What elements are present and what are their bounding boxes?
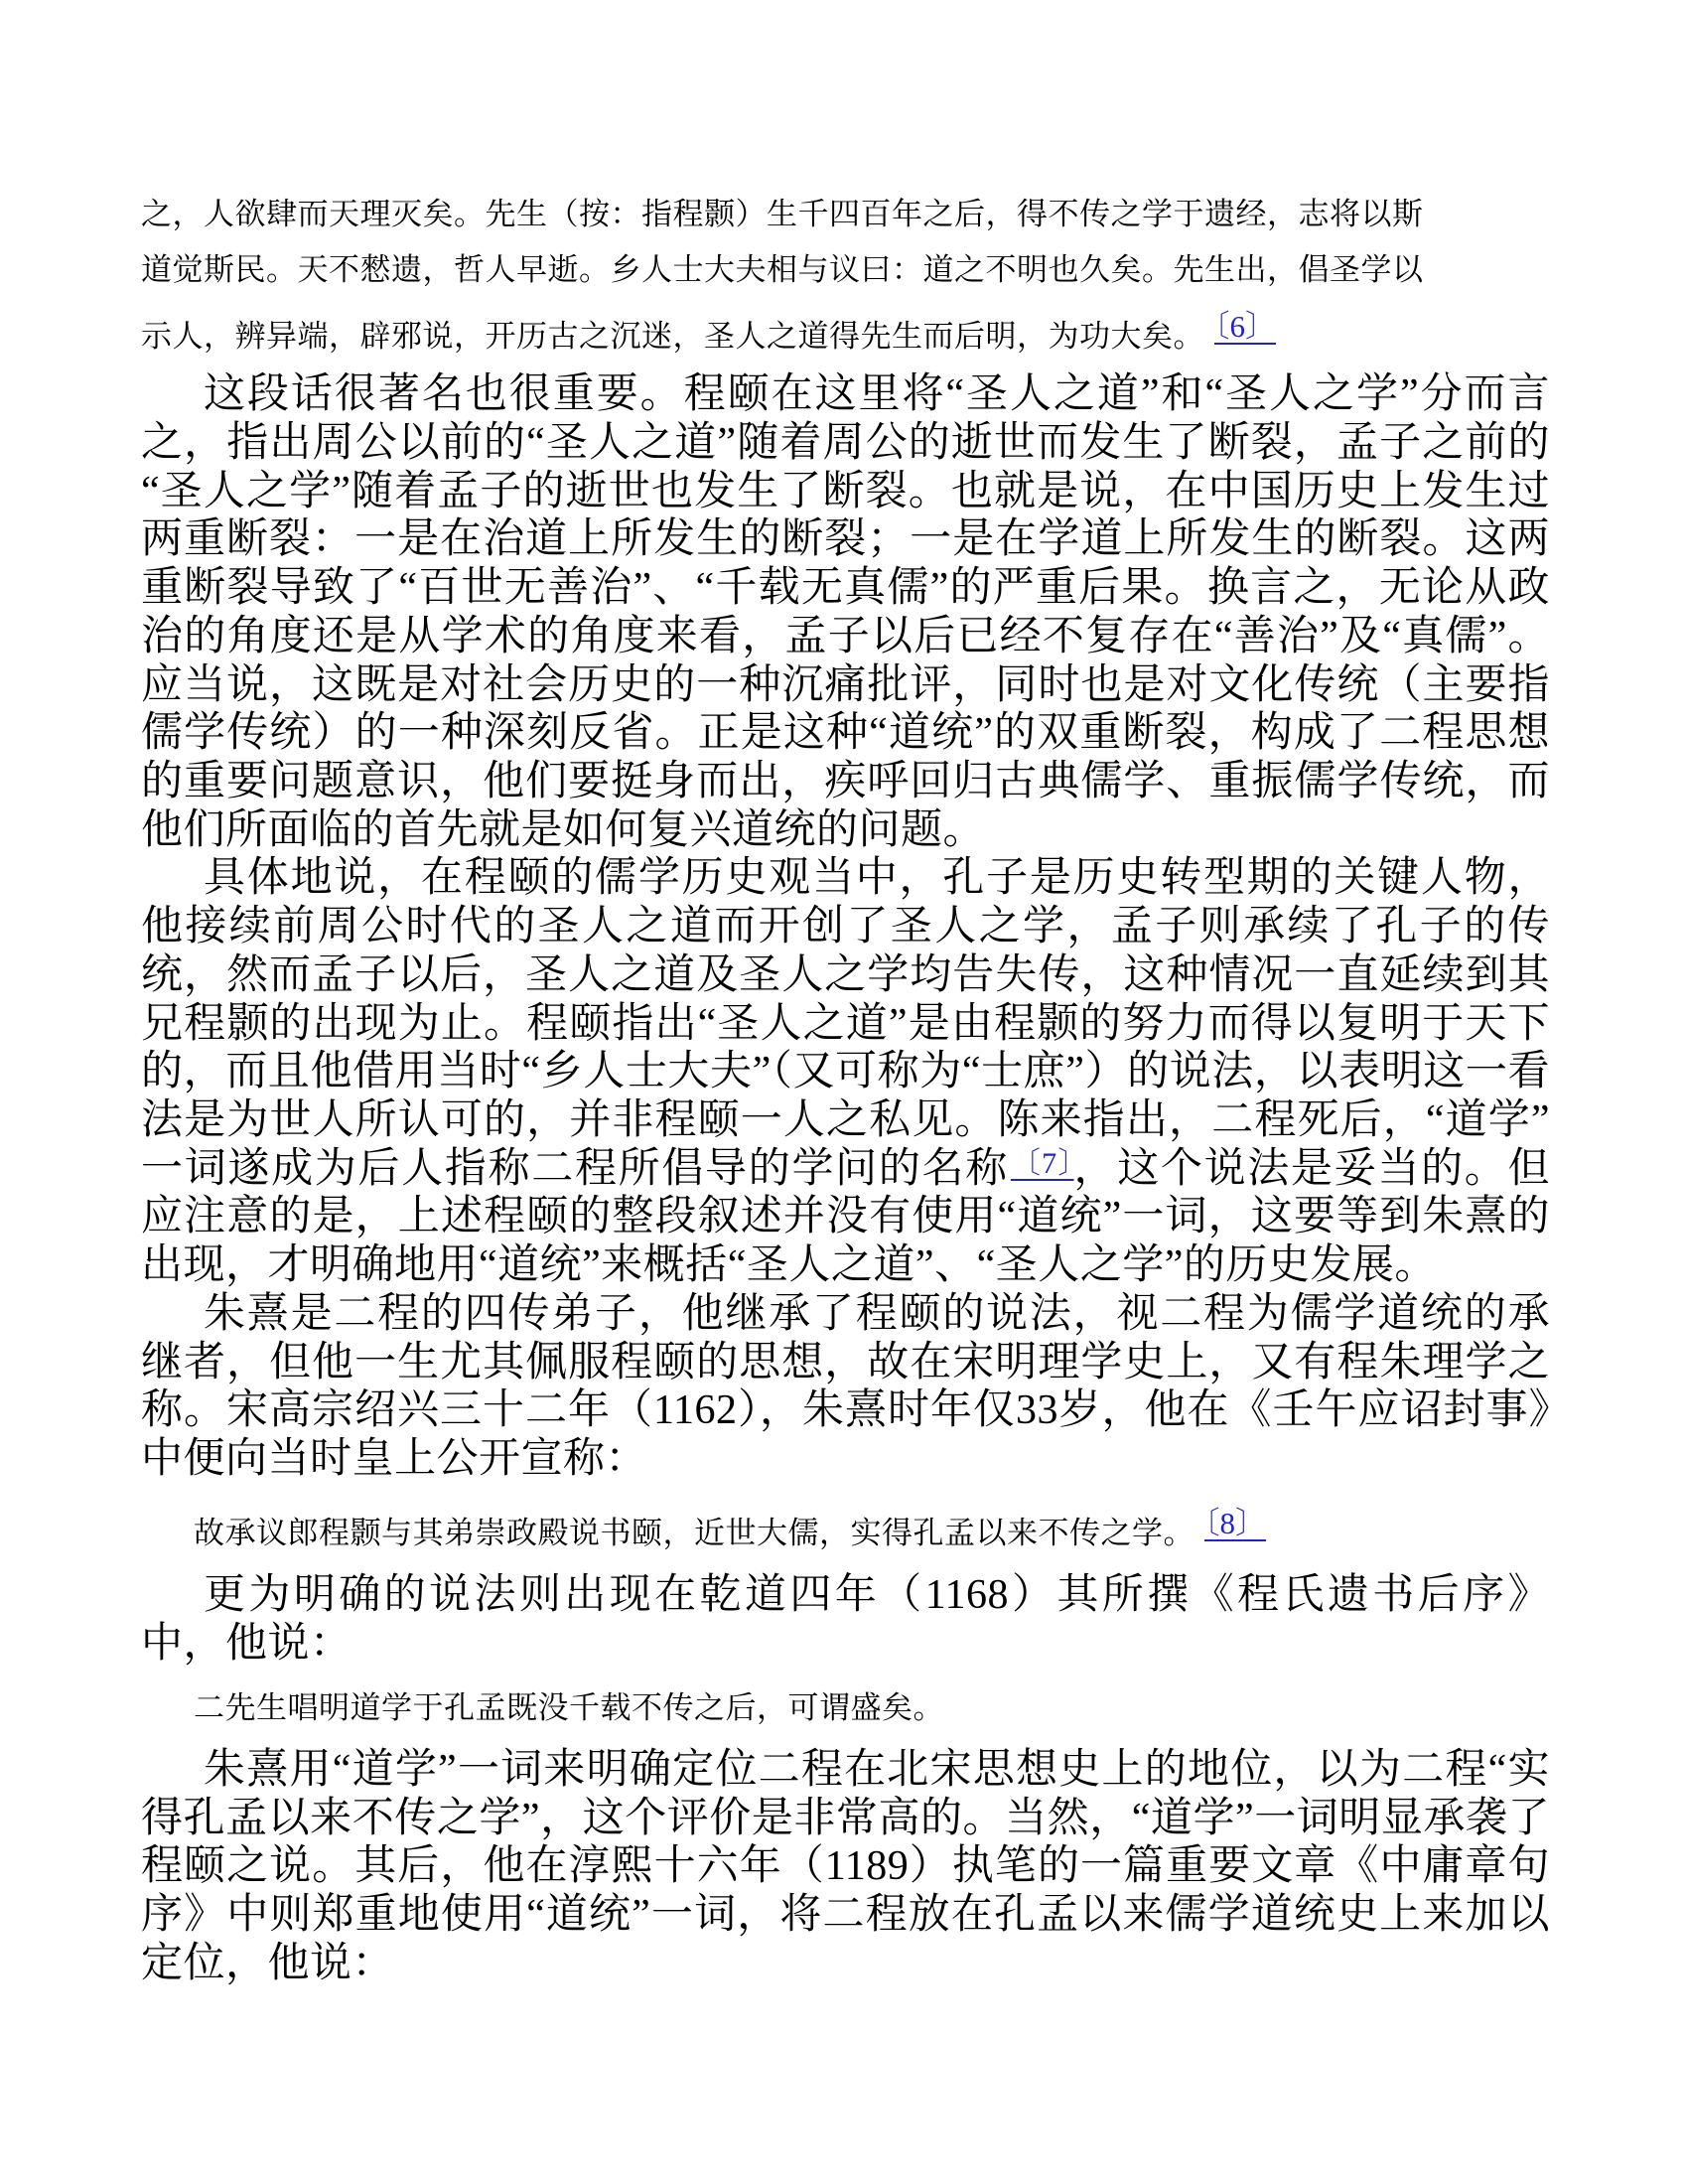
paragraph-commentary-1: 这段话很著名也很重要。程颐在这里将“圣人之道”和“圣人之学”分而言之，指出周公以前的“圣人之道”随着周公的逝世而发生了断裂，孟子之前的“圣人之学”随着孟子的逝世也发生了断裂。也就是说，在中国历史上发生过两重断裂：一是在治道上所发生的断裂；一是在学道上所发生的断裂。这两重断裂导致了“百世无善治”、“千载无真儒”的严重后果。换言之，无论从政治的角度还是从学术的角度来看，孟子以后已经不复存在“善治”及“真儒”。应当说，这既是对社会历史的一种沉痛批评，同时也是对文化传统（主要指儒学传统）的一种深刻反省。正是这种“道统”的双重断裂，构成了二程思想的重要问题意识，他们要挺身而出，疾呼回归古典儒学、重振儒学传统，而他们所面临的首先就是如何复兴道统的问题。 [141, 371, 1550, 853]
paragraph-commentary-2 [141, 854, 1550, 1289]
footnote-link-7[interactable]: 〔7〕 [1010, 1146, 1074, 1180]
paragraph-text: 具体地说，在程颐的儒学历史观当中，孔子是历史转型期的关键人物，他接续前周公时代的圣人之道而开创了圣人之学，孟子则承续了孔子的传统，然而孟子以后，圣人之道及圣人之学均告失传，这种情况一直延续到其兄程颢的出现为止。程颐指出“圣人之道”是由程颢的努力而得以复明于天下的，而且他借用当时“乡人士大夫”（又可称为“士庶”）的说法，以表明这一看法是为世人所认可的，并非程颐一人之私见。陈来指出，二程死后，“道学”一词遂成为后人指称二程所倡导的学问的名称 [141, 855, 1550, 1192]
footnote-link-8[interactable]: 〔8〕 [1204, 1505, 1266, 1540]
block-quote-continuation [141, 187, 1442, 364]
paragraph-commentary-3: 朱熹是二程的四传弟子，他继承了程颐的说法，视二程为儒学道统的承继者，但他一生尤其佩服程颐的思想，故在宋明理学史上，又有程朱理学之称。宋高宗绍兴三十二年（1162），朱熹时年仅33岁，他在《壬午应诏封事》中便向当时皇上公开宣称： [141, 1290, 1550, 1483]
block-quote-3: 二先生唱明道学于孔孟既没千载不传之后，可谓盛矣。 [194, 1689, 944, 1725]
block-quote-2 [141, 1496, 1550, 1561]
footnote-link-6[interactable]: 〔6〕 [1214, 308, 1276, 344]
quote-text: 故承议郎程颢与其弟崇政殿说书颐，近世大儒，实得孔孟以来不传之学。 [194, 1515, 1195, 1550]
paragraph-text: ，这个说法是妥当的。但应注意的是，上述程颐的整段叙述并没有使用“道统”一词，这要等到朱熹的出现，才明确地用“道统”来概括“圣人之道”、“圣人之学”的历史发展。 [141, 1145, 1550, 1289]
paragraph-commentary-5: 朱熹用“道学”一词来明确定位二程在北宋思想史上的地位，以为二程“实得孔孟以来不传之学”，这个评价是非常高的。当然，“道学”一词明显承袭了程颐之说。其后，他在淳熙十六年（1189）执笔的一篇重要文章《中庸章句序》中则郑重地使用“道统”一词，将二程放在孔孟以来儒学道统史上来加以定位，他说： [141, 1747, 1550, 1986]
paragraph-commentary-4: 更为明确的说法则出现在乾道四年（1168）其所撰《程氏遗书后序》中，他说： [141, 1572, 1550, 1667]
quote-text: 之，人欲肆而天理灭矣。先生（按：指程颢）生千四百年之后，得不传之学于遗经，志将以斯道觉斯民。天不憖遗，哲人早逝。乡人士大夫相与议曰：道之不明也久矣。先生出，倡圣学以示人，辨异端，辟邪说，开历古之沉迷，圣人之道得先生而后明，为功大矣。 [141, 197, 1424, 354]
